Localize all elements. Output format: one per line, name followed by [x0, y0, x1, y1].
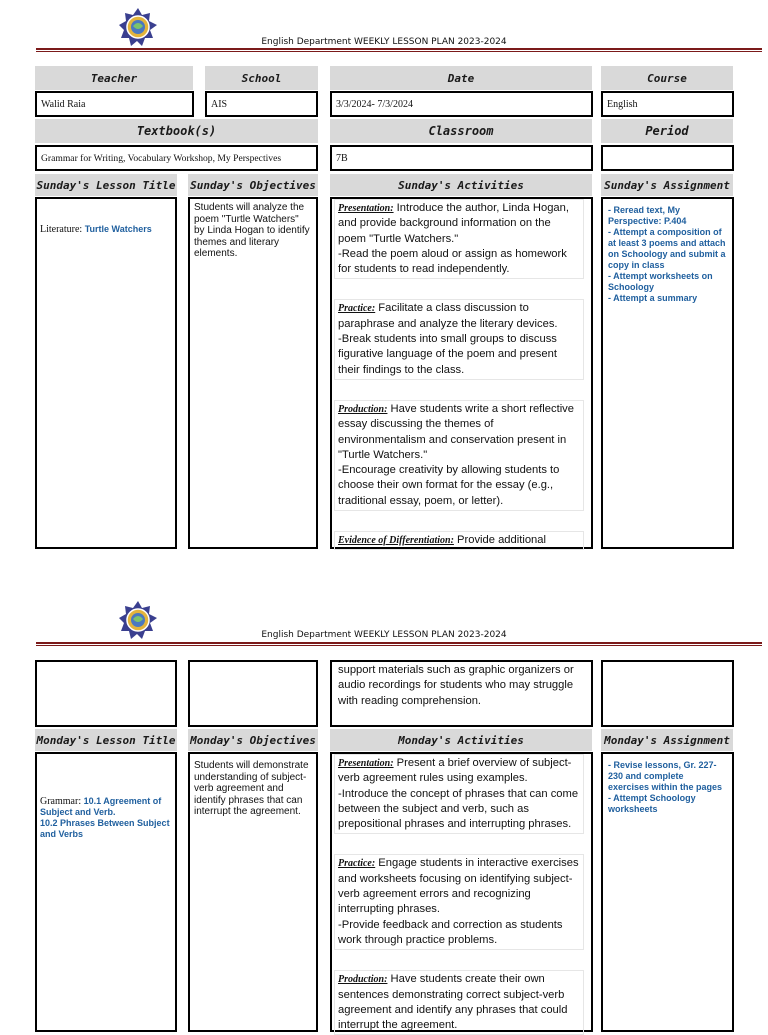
date-header: Date: [330, 66, 592, 90]
sunday-activity-presentation: Presentation: Introduce the author, Linda Hogan, and provide background information on the poem "Turtle Watchers." -Read the poem aloud or assign as homework for students to read independently.: [334, 199, 584, 279]
school-value: AIS: [211, 99, 228, 110]
sunday-assignment-box: [601, 197, 734, 549]
sunday-activity-production: Production: Have students write a short reflective essay discussing the themes of environmentalism and conservation present in "Turtle Watchers." -Encourage creativity by allowing students to choose their own format for the essay (e.g., traditional essay, poem, or letter).: [334, 400, 584, 511]
monday-objectives-box: [188, 752, 318, 1032]
continuation-activities-box: [330, 660, 593, 727]
course-header: Course: [601, 66, 733, 90]
sunday-activity-differentiation: Evidence of Differentiation: Provide additional: [334, 531, 584, 550]
sunday-assignment-list: [603, 199, 732, 310]
sunday-assignment-header: Sunday's Assignment: [601, 174, 733, 196]
monday-lesson-title: [40, 796, 174, 840]
document-title-page2: English Department WEEKLY LESSON PLAN 2023-2024: [261, 630, 507, 640]
monday-activity-production: Production: Have students create their own sentences demonstrating correct subject-verb agreement and identify any phrases that could interrupt the agreement.: [334, 970, 584, 1035]
header-divider: [36, 48, 762, 52]
sunday-activities-list: [334, 199, 584, 547]
date-value: 3/3/2024- 7/3/2024: [336, 99, 413, 110]
sunday-lesson-name: Turtle Watchers: [84, 224, 152, 234]
list-item: - Attempt a summary: [608, 293, 698, 303]
monday-lesson-name-2: 10.2 Phrases Between Subject and Verbs: [40, 818, 170, 839]
monday-activities-list: [334, 754, 584, 1032]
sunday-activities-header: Sunday's Activities: [330, 174, 592, 196]
teacher-header: Teacher: [35, 66, 193, 90]
list-item: - Revise lessons, Gr. 227-230 and complete exercises within the pages: [608, 760, 723, 792]
sunday-objectives-text: Students will analyze the poem "Turtle Watchers" by Linda Hogan to identify themes and literary elements.: [194, 202, 310, 259]
textbooks-header: Textbook(s): [35, 119, 318, 143]
course-box: [601, 91, 734, 117]
date-box: [330, 91, 593, 117]
monday-title-header: Monday's Lesson Title: [35, 729, 177, 751]
sunday-activity-practice: Practice: Facilitate a class discussion to paraphrase and analyze the literary devices. -Break students into small groups to discuss figurative language of the poem and present their findings to the class.: [334, 299, 584, 379]
monday-assignment-header: Monday's Assignment: [601, 729, 733, 751]
sunday-lesson-prefix: Literature:: [40, 224, 85, 235]
monday-objectives-header: Monday's Objectives: [188, 729, 318, 751]
sunday-title-box: [35, 197, 177, 549]
monday-lesson-name-1: 10.1 Agreement of Subject and Verb.: [40, 796, 162, 817]
school-box: [205, 91, 318, 117]
monday-lesson-prefix: Grammar:: [40, 796, 84, 807]
sunday-objectives-box: [188, 197, 318, 549]
teacher-value: Walid Raia: [41, 99, 86, 110]
list-item: - Reread text, My Perspective: P.404: [608, 205, 687, 226]
list-item: - Attempt Schoology worksheets: [608, 793, 696, 814]
continuation-title-box: [35, 660, 177, 727]
classroom-value: 7B: [336, 153, 348, 164]
period-header: Period: [601, 119, 733, 143]
sunday-lesson-title: [40, 223, 174, 236]
school-header: School: [205, 66, 318, 90]
sunday-title-header: Sunday's Lesson Title: [35, 174, 177, 196]
period-box: [601, 145, 734, 171]
monday-activities-header: Monday's Activities: [330, 729, 592, 751]
monday-assignment-list: [603, 754, 732, 821]
monday-activity-presentation: Presentation: Present a brief overview of subject-verb agreement rules using examples. -Introduce the concept of phrases that can come between the subject and verb, such as prepositional phrases and interrupting phrases.: [334, 754, 584, 834]
classroom-header: Classroom: [330, 119, 592, 143]
monday-objectives-text: Students will demonstrate understanding of subject-verb agreement and identify phrases that can interrupt the agreement.: [194, 760, 309, 817]
list-item: - Attempt worksheets on Schoology: [608, 271, 713, 292]
course-value: English: [607, 99, 638, 110]
document-title: English Department WEEKLY LESSON PLAN 2023-2024: [261, 37, 507, 47]
continuation-assignment-box: [601, 660, 734, 727]
header-divider-page2: [36, 642, 762, 646]
monday-title-box: [35, 752, 177, 1032]
monday-activity-practice: Practice: Engage students in interactive exercises and worksheets focusing on identifying subject-verb agreement errors and recognizing interrupting phrases. -Provide feedback and correction as students work through practice problems.: [334, 854, 584, 950]
textbooks-value: Grammar for Writing, Vocabulary Workshop, My Perspectives: [41, 153, 282, 164]
period-value: [603, 150, 611, 156]
continuation-text: support materials such as graphic organizers or audio recordings for students who may struggle with reading comprehension.: [338, 664, 574, 707]
classroom-box: [330, 145, 593, 171]
list-item: - Attempt a composition of at least 3 poems and attach on Schoology and submit a copy in class: [608, 227, 726, 270]
teacher-box: [35, 91, 194, 117]
continuation-objectives-box: [188, 660, 318, 727]
sunday-objectives-header: Sunday's Objectives: [188, 174, 318, 196]
monday-assignment-box: [601, 752, 734, 1032]
textbooks-box: [35, 145, 318, 171]
